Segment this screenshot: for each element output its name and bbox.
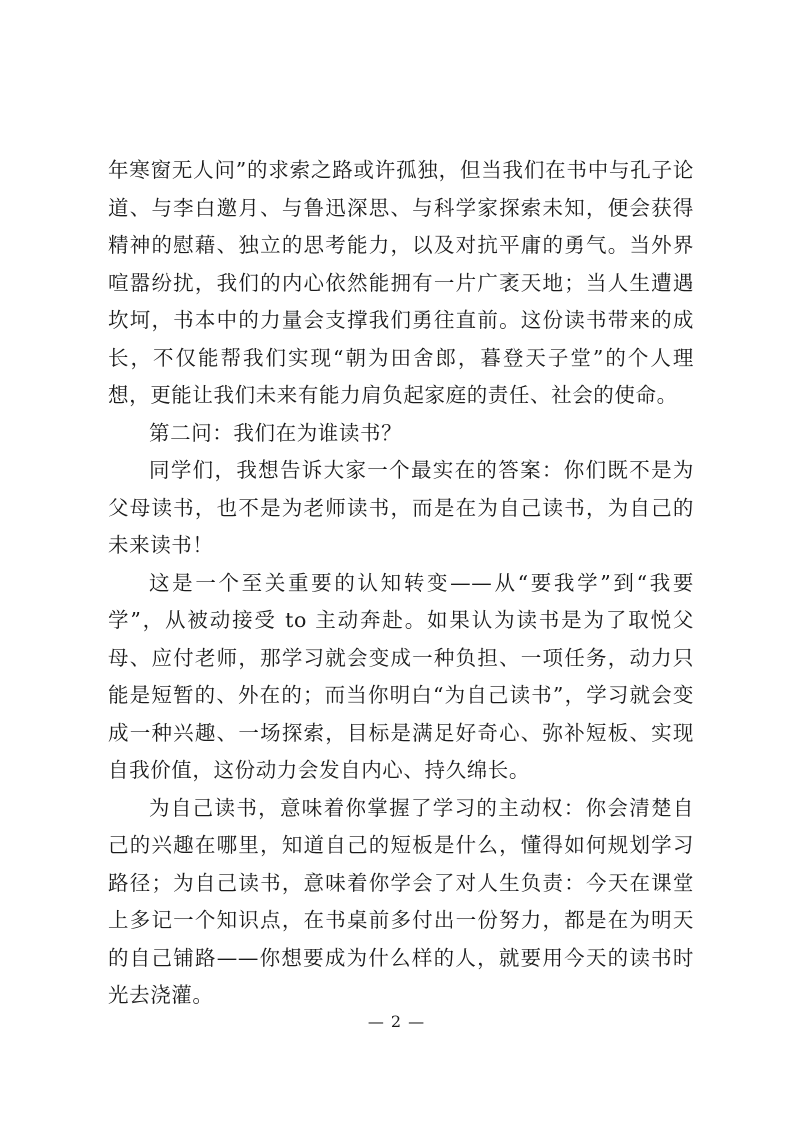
document-body xyxy=(108,152,694,1015)
paragraph-cognitive-shift: 这是一个至关重要的认知转变——从“要我学”到“我要学”，从被动接受 to 主动奔赴。如果认为读书是为了取悦父母、应付老师，那学习就会变成一种负担、一项任务，动力只能是短暂的、外在的；而当你明白“为自己读书”，学习就会变成一种兴趣、一场探索，目标是满足好奇心、弥补短板、实现自我价值，这份动力会发自内心、持久绵长。 xyxy=(108,570,694,782)
paragraph-answer: 同学们，我想告诉大家一个最实在的答案：你们既不是为父母读书，也不是为老师读书，而是在为自己读书，为自己的未来读书！ xyxy=(108,458,694,557)
section-heading-question-two: 第二问：我们在为谁读书？ xyxy=(149,420,403,445)
paragraph-reading-for-self: 为自己读书，意味着你掌握了学习的主动权：你会清楚自己的兴趣在哪里，知道自己的短板是什么，懂得如何规划学习路径；为自己读书，意味着你学会了对人生负责：今天在课堂上多记一个知识点，在书桌前多付出一份努力，都是在为明天的自己铺路——你想要成为什么样的人，就要用今天的读书时光去浇灌。 xyxy=(108,795,694,1007)
page-number: — 2 — xyxy=(367,1012,426,1031)
paragraph-continuation: 年寒窗无人问”的求索之路或许孤独，但当我们在书中与孔子论道、与李白邀月、与鲁迅深思、与科学家探索未知，便会获得精神的慰藉、独立的思考能力，以及对抗平庸的勇气。当外界喧嚣纷扰，我们的内心依然能拥有一片广袤天地；当人生遭遇坎坷，书本中的力量会支撑我们勇往直前。这份读书带来的成长，不仅能帮我们实现“朝为田舍郎，暮登天子堂”的个人理想，更能让我们未来有能力肩负起家庭的责任、社会的使命。 xyxy=(108,158,694,407)
